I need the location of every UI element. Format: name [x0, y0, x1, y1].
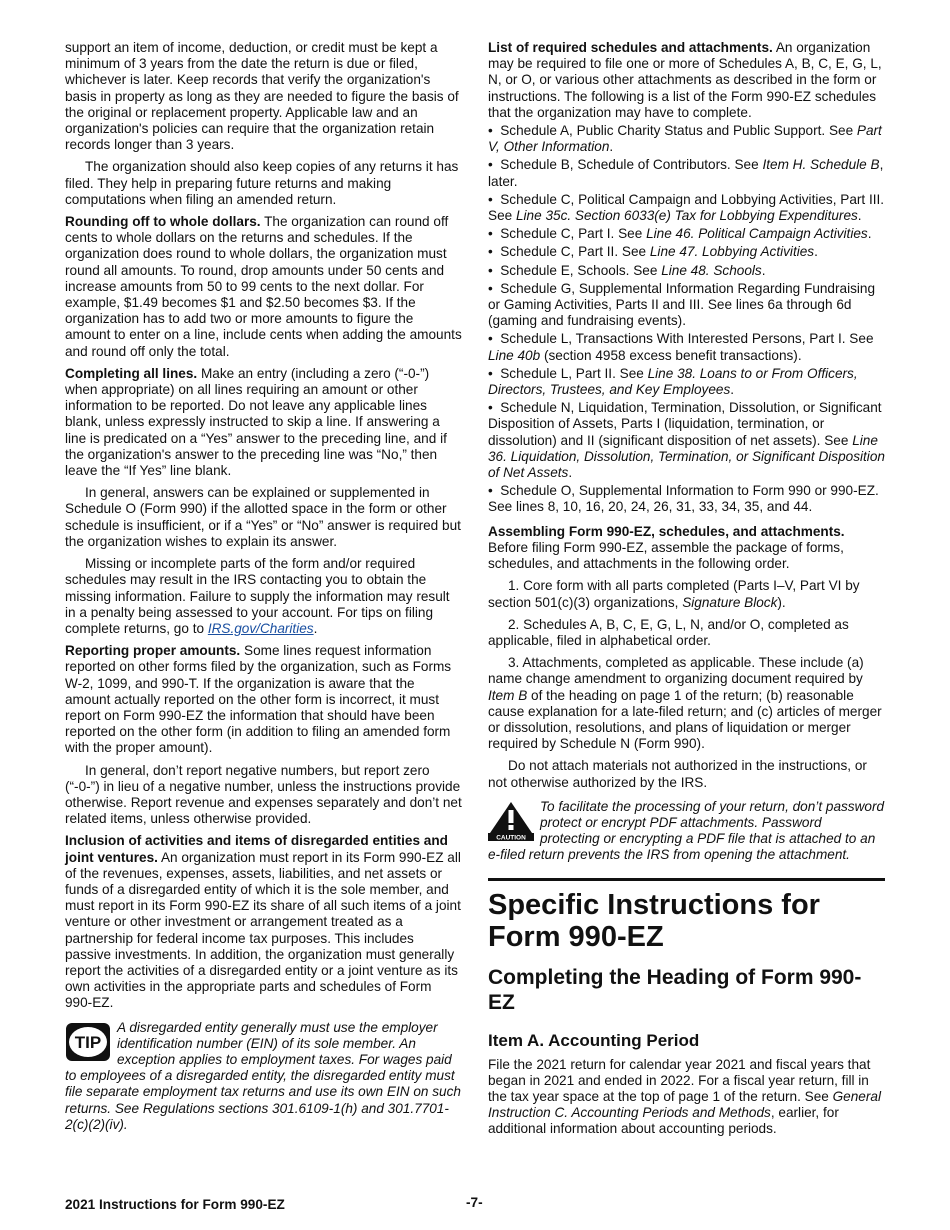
list-item: • Schedule O, Supplemental Information to Form 990 or 990-EZ. See lines 8, 10, 16, 20, 24, 26, 31, 33, 34, 35, and 44. [488, 483, 879, 515]
inclusion-paragraph [65, 833, 462, 1011]
item-a-title: Item A. Accounting Period [488, 1030, 700, 1050]
schedules-list-heading: List of required schedules and attachments. [488, 40, 773, 55]
completing-heading: Completing all lines. [65, 365, 198, 381]
assembling-closing: Do not attach materials not authorized in the instructions, or not otherwise authorized by the IRS. [488, 758, 867, 790]
specific-instructions-title: Specific Instructions for Form 990-EZ [488, 888, 820, 953]
list-item: • Schedule L, Transactions With Interested Persons, Part I. See Line 40b (section 4958 excess benefit transactions). [488, 331, 874, 363]
reporting-paragraph-2: In general, don’t report negative numbers, but report zero (“-0-”) in lieu of a negative number, unless the instructions provide otherwise. Report revenue and expenses separately and don’t net related items, unless otherwise provided. [65, 762, 462, 827]
assembling-step-1: 1. Core form with all parts completed (Parts I–V, Part VI by section 501(c)(3) organizations, Signature Block). [488, 578, 860, 610]
reporting-paragraph [65, 643, 462, 756]
irs-charities-link[interactable]: IRS.gov/Charities [207, 620, 314, 636]
left-column [65, 40, 462, 1139]
reporting-heading: Reporting proper amounts. [65, 643, 241, 659]
list-item: • Schedule N, Liquidation, Termination, Dissolution, or Significant Disposition of Assets, Parts I (liquidation, termination, or dissolution) and II (significant disposition of net assets). See Line 36. Liquidation, Dissolution, Termination, or Significant Disposition of Net Assets. [488, 400, 885, 481]
inclusion-heading: Inclusion of activities and items of disregarded entities and joint ventures. [65, 833, 448, 865]
assembling-heading: Assembling Form 990-EZ, schedules, and attachments. [488, 523, 845, 539]
copies-paragraph: The organization should also keep copies of any returns it has filed. They help in preparing future returns and making computations when filing an amended return. [65, 159, 459, 207]
caution-icon-label: CAUTION [496, 834, 526, 841]
reporting-text: Some lines request information reported on other forms filed by the organization, such as Forms W-2, 1099, and 990-T. If the organization is aware that the amount actually reported on the other form is incorrect, it must report on Form 990-EZ the information that should have been reported on the other form (in addition to filing an amended form with the proper amount). [65, 643, 452, 756]
tip-text: A disregarded entity generally must use the employer identification number (EIN) of its sole member. An exception applies to employment taxes. For wages paid to employees of a disregarded entity, the disregarded entity must file separate employment tax returns and use its own EIN on such returns. See Regulations sections 301.6109-1(h) and 301.7701-2(c)(2)(iv). [65, 1019, 461, 1132]
assembling-paragraph: Assembling Form 990-EZ, schedules, and attachments. Before filing Form 990-EZ, assemble the package of forms, schedules, and attachments in the following order. [488, 523, 845, 572]
caution-icon [488, 801, 534, 841]
page-number: -7- [466, 1195, 483, 1210]
rounding-heading: Rounding off to whole dollars. [65, 214, 261, 230]
caution-text: To facilitate the processing of your return, don’t password protect or encrypt PDF attachments. Password protecting or encrypting a PDF file that is attached to an e-filed return prevents the IRS from opening the attachment. [488, 798, 885, 863]
inclusion-text: An organization must report in its Form 990-EZ all of the revenues, expenses, assets, liabilities, and net assets or funds of a disregarded entity of which it is the sole member, and must report in its Form 990-EZ its share of all such items of a joint venture or other investment or arrangement treated as a partnership for federal income tax purposes. This includes passive investments. In addition, the organization must generally report the activities of a disregarded entity or a joint venture as its own activities in the appropriate parts and schedules of Form 990-EZ. [65, 849, 461, 1011]
tip-icon-label: TIP [74, 1032, 102, 1052]
footer-title: 2021 Instructions for Form 990-EZ [65, 1197, 285, 1212]
completing-text: Make an entry (including a zero (“-0-”) when appropriate) on all lines requiring an amount or other information to be reported. Do not leave any applicable lines blank, unless expressly instructed to skip a line. If answering a line is predicated on a “Yes” answer to the preceding line, and if the organization's answer to the preceding line was “No,” then leave the “If Yes” line blank. [65, 365, 447, 479]
list-item: • Schedule L, Part II. See Line 38. Loans to or From Officers, Directors, Trustees, and Key Employees. [488, 365, 858, 398]
list-item: • Schedule C, Part II. See Line 47. Lobbying Activities. [488, 244, 818, 260]
schedules-list [488, 123, 885, 516]
assembling-step-2: 2. Schedules A, B, C, E, G, L, N, and/or O, completed as applicable, filed in alphabetical order. [488, 616, 849, 648]
item-a-text: File the 2021 return for calendar year 2021 and fiscal years that began in 2021 and ended in 2022. For a fiscal year return, fill in the tax year space at the top of page 1 of the return. See General Instruction C. Accounting Periods and Methods, earlier, for additional information about accounting periods. [488, 1056, 881, 1137]
completing-paragraph-3: Missing or incomplete parts of the form and/or required schedules may result in the IRS contacting you to obtain the missing information. Failure to supply the information may result in a penalty being assessed to your account. For tips on filing complete returns, go to IRS.gov/Charities. [65, 556, 450, 636]
heading-section-title: Completing the Heading of Form 990-EZ [488, 965, 862, 1014]
tip-note [65, 1020, 462, 1133]
tip-icon [65, 1022, 111, 1062]
section-divider [488, 878, 885, 881]
records-paragraph: support an item of income, deduction, or credit must be kept a minimum of 3 years from the date the return is due or filed, whichever is later. Keep records that verify the organization's basis in property as long as they are needed to figure the basis of the original or replacement property. Applicable law and an organization's policies can require that the organization retain records longer than 3 years. [65, 40, 459, 153]
list-item: • Schedule E, Schools. See Line 48. Schools. [488, 262, 766, 278]
rounding-paragraph [65, 214, 462, 360]
rounding-text: The organization can round off cents to whole dollars on the returns and schedules. If the organization does round to whole dollars, the organization must round all amounts. To round, drop amounts under 50 cents and increase amounts from 50 to 99 cents to the next dollar. For example, $1.49 becomes $1 and $2.50 becomes $3. If the organization has to add two or more amounts to figure the amount to enter on a line, include cents when adding the amounts and round off only the total. [65, 214, 462, 359]
assembling-step-3: 3. Attachments, completed as applicable. These include (a) name change amendment to organizing document required by Item B of the heading on page 1 of the return; (b) reasonable cause explanation for a late-filed return; and (c) articles of merger or dissolution, resolutions, and plans of liquidation or merger required by Schedule N (Form 990). [488, 655, 882, 752]
completing-paragraph-2: In general, answers can be explained or supplemented in Schedule O (Form 990) if the allotted space in the form or other schedule is insufficient, or if a “Yes” or “No” answer is required but the organization wishes to explain its answer. [65, 485, 461, 549]
list-item: • Schedule C, Part I. See Line 46. Political Campaign Activities. [488, 226, 872, 242]
list-item: • Schedule B, Schedule of Contributors. See Item H. Schedule B, later. [488, 157, 884, 189]
list-item: • Schedule A, Public Charity Status and Public Support. See Part V, Other Information. [488, 123, 882, 155]
list-item: • Schedule G, Supplemental Information Regarding Fundraising or Gaming Activities, Parts II and III. See lines 6a through 6d (gaming and fundraising events). [488, 280, 876, 329]
completing-paragraph [65, 366, 462, 479]
list-item: • Schedule C, Political Campaign and Lobbying Activities, Part III. See Line 35c. Section 6033(e) Tax for Lobbying Expenditures. [488, 191, 885, 224]
caution-note [488, 799, 885, 864]
schedules-list-intro: List of required schedules and attachments. An organization may be required to file one or more of Schedules A, B, C, E, G, L, N, or O, or various other attachments as described in the form or instructions. The following is a list of the Form 990-EZ schedules that the organization may have to complete. [488, 40, 882, 120]
right-column [488, 40, 885, 1144]
